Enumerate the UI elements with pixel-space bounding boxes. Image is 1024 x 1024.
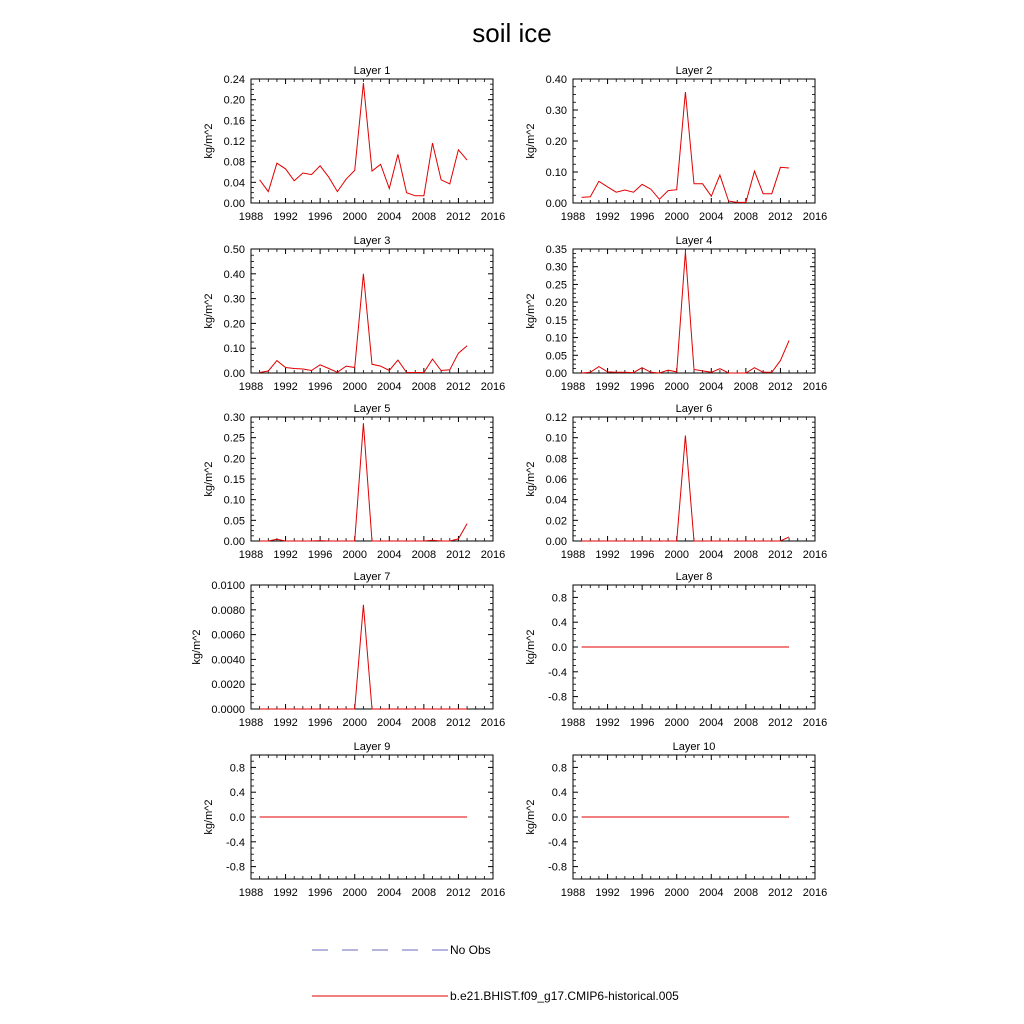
layer-5-ytick-label: 0.00 <box>223 536 245 548</box>
layer-10-xtick-label: 2000 <box>664 887 689 899</box>
layer-5-series-line <box>260 423 468 541</box>
layer-9-xtick-label: 1992 <box>273 887 298 899</box>
layer-4-ytick-label: 0.20 <box>545 297 567 310</box>
layer-4-ytick-label: 0.10 <box>545 332 567 345</box>
layer-10-xtick-label: 1992 <box>595 887 620 899</box>
layer-8-xtick-label: 2016 <box>802 717 828 729</box>
layer-1-ytick-label: 0.16 <box>223 115 245 128</box>
layer-6-xtick-label: 2000 <box>664 549 689 561</box>
layer-7-ylabel: kg/m^2 <box>190 629 203 665</box>
layer-8-title: Layer 8 <box>675 571 713 583</box>
layer-1-title: Layer 1 <box>353 65 391 77</box>
layer-3-ytick-label: 0.10 <box>223 343 245 356</box>
layer-8-ytick-label: -0.8 <box>548 691 567 704</box>
layer-7-ytick-label: 0.0020 <box>211 679 245 692</box>
layer-6-ytick-label: 0.00 <box>545 536 567 548</box>
layer-5-xtick-label: 1996 <box>307 549 333 561</box>
layer-1-xtick-label: 2016 <box>480 211 506 223</box>
layer-3-ytick-label: 0.50 <box>223 244 245 256</box>
layer-5-ytick-label: 0.30 <box>223 412 245 424</box>
layer-9-xtick-label: 2008 <box>411 887 437 899</box>
layer-8-ytick-label: 0.4 <box>551 617 567 630</box>
layer-2-xtick-label: 2004 <box>699 211 724 223</box>
layer-3-ytick-label: 0.30 <box>223 293 245 306</box>
layer-6-xtick-label: 2012 <box>768 549 793 561</box>
layer-1-ylabel: kg/m^2 <box>203 123 216 159</box>
layer-4-xtick-label: 1988 <box>560 381 586 393</box>
layer-1-xtick-label: 2012 <box>446 211 471 223</box>
layer-3-xtick-label: 2012 <box>446 381 471 393</box>
layer-7-xtick-label: 1988 <box>238 717 264 729</box>
layer-2-xtick-label: 2012 <box>768 211 793 223</box>
layer-5-xtick-label: 2000 <box>342 549 367 561</box>
layer-6-ytick-label: 0.02 <box>545 515 567 528</box>
layer-1-ytick-label: 0.20 <box>223 94 245 107</box>
layer-8-xtick-label: 1996 <box>629 717 655 729</box>
layer-6-xtick-label: 1992 <box>595 549 620 561</box>
layer-7-xtick-label: 2012 <box>446 717 471 729</box>
layer-3-frame <box>251 249 493 373</box>
layer-4-ylabel: kg/m^2 <box>525 293 538 329</box>
layer-6-ytick-label: 0.04 <box>545 494 567 507</box>
layer-2-xtick-label: 2008 <box>733 211 759 223</box>
layer-6-ytick-label: 0.12 <box>545 412 567 424</box>
layer-10-ylabel: kg/m^2 <box>525 799 538 835</box>
layer-3-ytick-label: 0.00 <box>223 368 245 380</box>
layer-1-ytick-label: 0.04 <box>223 177 245 190</box>
layer-7-series-line <box>260 605 468 709</box>
panel-layer-10 <box>525 741 827 899</box>
layer-7-frame <box>251 585 493 709</box>
layer-4-xtick-label: 1996 <box>629 381 655 393</box>
figure-title: soil ice <box>472 18 552 48</box>
layer-6-title: Layer 6 <box>675 403 713 415</box>
layer-9-xtick-label: 2004 <box>377 887 402 899</box>
layer-7-title: Layer 7 <box>353 571 391 583</box>
layer-1-ytick-label: 0.00 <box>223 198 245 210</box>
layer-9-xtick-label: 2016 <box>480 887 506 899</box>
layer-10-ytick-label: 0.0 <box>551 812 567 824</box>
layer-6-xtick-label: 2004 <box>699 549 724 561</box>
layer-6-ytick-label: 0.10 <box>545 432 567 445</box>
layer-8-xtick-label: 2012 <box>768 717 793 729</box>
layer-4-ytick-label: 0.30 <box>545 261 567 274</box>
panels-grid <box>191 65 827 899</box>
layer-9-ylabel: kg/m^2 <box>203 799 216 835</box>
legend-label-model: b.e21.BHIST.f09_g17.CMIP6-historical.005 <box>450 989 679 1003</box>
layer-9-xtick-label: 2000 <box>342 887 367 899</box>
layer-5-xtick-label: 2016 <box>480 549 506 561</box>
layer-9-xtick-label: 2012 <box>446 887 471 899</box>
layer-4-ytick-label: 0.00 <box>545 368 567 380</box>
layer-7-ytick-label: 0.0060 <box>211 629 245 642</box>
layer-4-frame <box>573 249 815 373</box>
panel-layer-2 <box>525 65 827 223</box>
panel-layer-4 <box>525 235 827 393</box>
layer-9-xtick-label: 1988 <box>238 887 264 899</box>
layer-3-ytick-label: 0.20 <box>223 318 245 331</box>
layer-2-ytick-label: 0.10 <box>545 167 567 179</box>
layer-9-ytick-label: 0.4 <box>229 787 245 800</box>
layer-2-series-line <box>582 92 790 202</box>
layer-7-xtick-label: 2000 <box>342 717 367 729</box>
layer-6-ytick-label: 0.08 <box>545 453 567 466</box>
layer-6-ylabel: kg/m^2 <box>525 461 538 497</box>
layer-4-series-line <box>582 252 790 373</box>
layer-5-xtick-label: 2004 <box>377 549 402 561</box>
layer-6-xtick-label: 1988 <box>560 549 586 561</box>
layer-7-xtick-label: 2016 <box>480 717 506 729</box>
layer-1-ytick-label: 0.08 <box>223 156 245 169</box>
layer-5-ytick-label: 0.20 <box>223 453 245 466</box>
layer-5-ytick-label: 0.10 <box>223 494 245 507</box>
layer-3-xtick-label: 2008 <box>411 381 437 393</box>
layer-1-series-line <box>260 83 468 196</box>
panel-layer-3 <box>203 235 505 393</box>
layer-10-xtick-label: 2004 <box>699 887 724 899</box>
layer-5-frame <box>251 417 493 541</box>
layer-10-xtick-label: 2008 <box>733 887 759 899</box>
layer-9-ytick-label: 0.0 <box>229 812 245 824</box>
layer-10-title: Layer 10 <box>672 741 716 753</box>
layer-10-ytick-label: -0.8 <box>548 861 567 874</box>
layer-5-xtick-label: 2008 <box>411 549 437 561</box>
layer-7-xtick-label: 1996 <box>307 717 333 729</box>
layer-8-xtick-label: 2004 <box>699 717 724 729</box>
layer-5-ytick-label: 0.15 <box>223 474 245 486</box>
layer-8-ytick-label: -0.4 <box>548 666 567 679</box>
layer-2-ylabel: kg/m^2 <box>525 123 538 159</box>
panel-layer-1 <box>203 65 505 223</box>
layer-5-xtick-label: 2012 <box>446 549 471 561</box>
layer-5-xtick-label: 1992 <box>273 549 298 561</box>
layer-5-ytick-label: 0.05 <box>223 515 245 528</box>
layer-3-xtick-label: 2016 <box>480 381 506 393</box>
layer-10-xtick-label: 2012 <box>768 887 793 899</box>
layer-8-ylabel: kg/m^2 <box>525 629 538 665</box>
layer-7-xtick-label: 1992 <box>273 717 298 729</box>
layer-4-xtick-label: 2016 <box>802 381 828 393</box>
layer-1-xtick-label: 1996 <box>307 211 333 223</box>
layer-3-xtick-label: 2004 <box>377 381 402 393</box>
layer-2-xtick-label: 1988 <box>560 211 586 223</box>
layer-10-xtick-label: 1988 <box>560 887 586 899</box>
layer-4-xtick-label: 2012 <box>768 381 793 393</box>
layer-10-ytick-label: -0.4 <box>548 836 567 849</box>
layer-3-xtick-label: 1992 <box>273 381 298 393</box>
layer-7-ytick-label: 0.0040 <box>211 654 245 667</box>
layer-1-xtick-label: 2004 <box>377 211 402 223</box>
layer-4-xtick-label: 2000 <box>664 381 689 393</box>
layer-8-ytick-label: 0.0 <box>551 642 567 654</box>
layer-4-ytick-label: 0.25 <box>545 279 567 292</box>
layer-3-ylabel: kg/m^2 <box>203 293 216 329</box>
layer-6-xtick-label: 1996 <box>629 549 655 561</box>
layer-6-ytick-label: 0.06 <box>545 474 567 486</box>
layer-9-ytick-label: -0.4 <box>226 836 245 849</box>
layer-7-ytick-label: 0.0100 <box>211 580 245 592</box>
layer-3-ytick-label: 0.40 <box>223 268 245 281</box>
layer-4-ytick-label: 0.05 <box>545 350 567 363</box>
layer-9-title: Layer 9 <box>353 741 391 753</box>
layer-4-xtick-label: 1992 <box>595 381 620 393</box>
layer-10-xtick-label: 1996 <box>629 887 655 899</box>
layer-5-title: Layer 5 <box>353 403 391 415</box>
panel-layer-5 <box>203 403 505 561</box>
layer-8-xtick-label: 2000 <box>664 717 689 729</box>
layer-8-ytick-label: 0.8 <box>551 592 567 605</box>
layer-10-ytick-label: 0.4 <box>551 787 567 800</box>
panel-layer-6 <box>525 403 827 561</box>
layer-2-ytick-label: 0.00 <box>545 198 567 210</box>
layer-1-xtick-label: 1988 <box>238 211 264 223</box>
layer-6-xtick-label: 2016 <box>802 549 828 561</box>
layer-1-xtick-label: 2008 <box>411 211 437 223</box>
layer-3-xtick-label: 1996 <box>307 381 333 393</box>
layer-6-frame <box>573 417 815 541</box>
layer-4-ytick-label: 0.35 <box>545 244 567 256</box>
layer-4-xtick-label: 2008 <box>733 381 759 393</box>
layer-5-ylabel: kg/m^2 <box>203 461 216 497</box>
layer-3-xtick-label: 2000 <box>342 381 367 393</box>
layer-6-xtick-label: 2008 <box>733 549 759 561</box>
layer-7-xtick-label: 2004 <box>377 717 402 729</box>
layer-1-xtick-label: 1992 <box>273 211 298 223</box>
layer-8-xtick-label: 1992 <box>595 717 620 729</box>
layer-1-ytick-label: 0.24 <box>223 74 245 86</box>
layer-1-xtick-label: 2000 <box>342 211 367 223</box>
layer-2-ytick-label: 0.30 <box>545 105 567 117</box>
legend <box>312 943 679 1003</box>
layer-5-ytick-label: 0.25 <box>223 432 245 445</box>
layer-4-title: Layer 4 <box>675 235 713 247</box>
layer-2-title: Layer 2 <box>675 65 713 77</box>
layer-10-xtick-label: 2016 <box>802 887 828 899</box>
layer-1-ytick-label: 0.12 <box>223 136 245 148</box>
layer-3-xtick-label: 1988 <box>238 381 264 393</box>
layer-10-ytick-label: 0.8 <box>551 762 567 775</box>
layer-8-xtick-label: 2008 <box>733 717 759 729</box>
panel-layer-7 <box>191 571 505 729</box>
legend-label-no-obs: No Obs <box>450 943 491 957</box>
layer-2-xtick-label: 2000 <box>664 211 689 223</box>
panel-layer-8 <box>525 571 827 729</box>
layer-3-title: Layer 3 <box>353 235 391 247</box>
layer-5-xtick-label: 1988 <box>238 549 264 561</box>
layer-8-xtick-label: 1988 <box>560 717 586 729</box>
layer-4-ytick-label: 0.15 <box>545 314 567 327</box>
panel-layer-9 <box>203 741 505 899</box>
layer-2-xtick-label: 1992 <box>595 211 620 223</box>
layer-2-ytick-label: 0.40 <box>545 74 567 86</box>
layer-7-ytick-label: 0.0000 <box>211 704 245 716</box>
layer-9-ytick-label: 0.8 <box>229 762 245 775</box>
layer-4-xtick-label: 2004 <box>699 381 724 393</box>
layer-2-frame <box>573 79 815 203</box>
layer-2-ytick-label: 0.20 <box>545 136 567 148</box>
layer-9-xtick-label: 1996 <box>307 887 333 899</box>
layer-6-series-line <box>582 436 790 541</box>
layer-7-xtick-label: 2008 <box>411 717 437 729</box>
layer-2-xtick-label: 1996 <box>629 211 655 223</box>
layer-1-frame <box>251 79 493 203</box>
layer-9-ytick-label: -0.8 <box>226 861 245 874</box>
layer-2-xtick-label: 2016 <box>802 211 828 223</box>
layer-7-ytick-label: 0.0080 <box>211 604 245 617</box>
layer-3-series-line <box>260 274 468 373</box>
